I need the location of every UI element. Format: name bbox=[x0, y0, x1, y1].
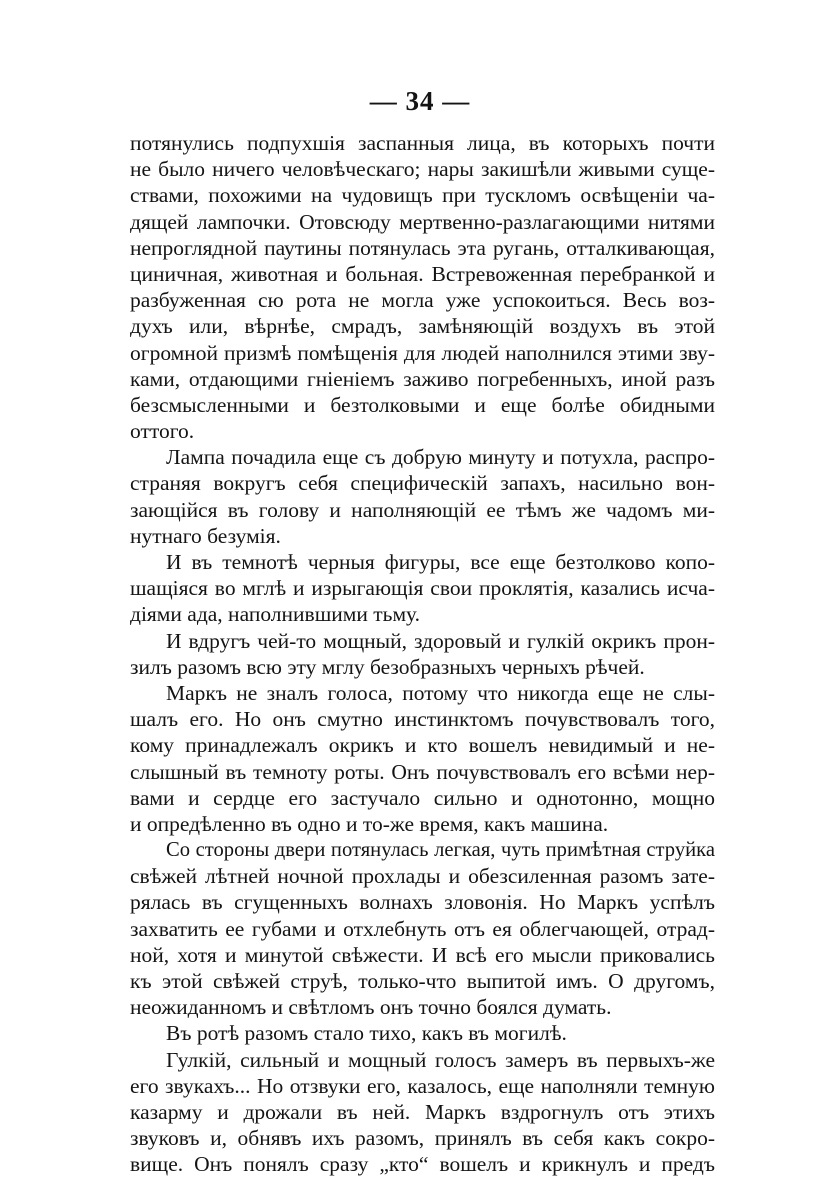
text-line: казарму и дрожали въ ней. Маркъ вздрогнулъ отъ этихъ bbox=[130, 1099, 715, 1124]
text-line: рялась въ сгущенныхъ волнахъ зловонія. Но Маркъ успѣлъ bbox=[130, 890, 715, 915]
text-line: огромной призмѣ помѣщенія для людей наполнился этими зву- bbox=[130, 340, 715, 365]
text-line: не было ничего человѣческаго; нары закишѣли живыми суще- bbox=[130, 157, 715, 182]
text-line: Гулкій, сильный и мощный голосъ замеръ въ первыхъ-же bbox=[166, 1047, 715, 1072]
text-line: Лампа почадила еще съ добрую минуту и потухла, распро- bbox=[166, 445, 715, 470]
text-line: къ этой свѣжей струѣ, только-что выпитой имъ. О другомъ, bbox=[130, 969, 715, 993]
text-line: циничная, животная и больная. Встревоженная перебранкой и bbox=[130, 261, 715, 286]
text-line: кому принадлежалъ окрикъ и кто вошелъ невидимый и не- bbox=[130, 733, 715, 758]
text-line: вами и сердце его застучало сильно и однотонно, мощно bbox=[130, 785, 715, 810]
text-line: ной, хотя и минутой свѣжести. И всѣ его мысли приковались bbox=[130, 942, 715, 967]
text-line: дящей лампочки. Отовсюду мертвенно-разлагающими нитями bbox=[130, 209, 715, 234]
text-line: страняя вокругъ себя специфическій запахъ, насильно вон- bbox=[130, 471, 715, 496]
text-line: Со стороны двери потянулась легкая, чуть примѣтная струйка bbox=[166, 839, 715, 862]
text-line: зилъ разомъ всю эту мглу безобразныхъ черныхъ рѣчей. bbox=[130, 654, 645, 679]
page-number: — 34 — bbox=[369, 86, 471, 116]
text-line: Въ ротѣ разомъ стало тихо, какъ въ могилѣ. bbox=[166, 1021, 567, 1046]
text-line: неожиданномъ и свѣтломъ онъ точно боялся думать. bbox=[130, 995, 612, 1020]
text-line: шалъ его. Но онъ смутно инстинктомъ почувствовалъ того, bbox=[130, 707, 715, 732]
text-line: ками, отдающими гніеніемъ заживо погребенныхъ, иной разъ bbox=[130, 366, 715, 391]
text-line: Маркъ не зналъ голоса, потому что никогда еще не слы- bbox=[166, 680, 715, 705]
text-line: вище. Онъ понялъ сразу „кто“ вошелъ и крикнулъ и предъ bbox=[130, 1152, 715, 1177]
text-line: И въ темнотѣ черныя фигуры, все еще безтолково копо- bbox=[166, 550, 715, 574]
text-line: непроглядной паутины потянулась эта ругань, отталкивающая, bbox=[130, 235, 715, 260]
text-line: діями ада, наполнившими тьму. bbox=[130, 602, 421, 627]
text-line: и опредѣленно въ одно и то-же время, какъ машина. bbox=[130, 811, 609, 836]
text-line: духъ или, вѣрнѣе, смрадъ, замѣняющій воздухъ въ этой bbox=[130, 314, 715, 339]
text-line: зающійся въ голову и наполняющій ее тѣмъ же чадомъ ми- bbox=[130, 497, 715, 522]
text-line: безсмысленными и безтолковыми и еще болѣе обидными bbox=[130, 392, 715, 417]
text-line: его звукахъ... Но отзвуки его, казалось, еще наполняли темную bbox=[130, 1073, 715, 1098]
body-text bbox=[130, 130, 715, 1178]
text-line: разбуженная сю рота не могла уже успокоиться. Весь воз- bbox=[130, 288, 715, 313]
text-line: шащіяся во мглѣ и изрыгающія свои проклятія, казались исча- bbox=[130, 576, 715, 601]
text-line: оттого. bbox=[130, 419, 195, 444]
text-line: ствами, похожими на чудовищъ при тускломъ освѣщеніи ча- bbox=[130, 183, 715, 208]
text-line: захватить ее губами и отхлебнуть отъ ея облегчающей, отрад- bbox=[130, 916, 715, 941]
text-line: И вдругъ чей-то мощный, здоровый и гулкій окрикъ прон- bbox=[166, 628, 715, 653]
text-line: потянулись подпухшія заспанныя лица, въ которыхъ почти bbox=[130, 131, 715, 155]
text-line: свѣжей лѣтней ночной прохлады и обезсиленная разомъ зате- bbox=[130, 864, 715, 889]
text-line: нутнаго безумія. bbox=[130, 523, 281, 548]
text-line: звуковъ и, обнявъ ихъ разомъ, принялъ въ себя какъ сокро- bbox=[130, 1126, 715, 1151]
text-line: слышный въ темноту роты. Онъ почувствовалъ его всѣми нер- bbox=[130, 759, 715, 784]
